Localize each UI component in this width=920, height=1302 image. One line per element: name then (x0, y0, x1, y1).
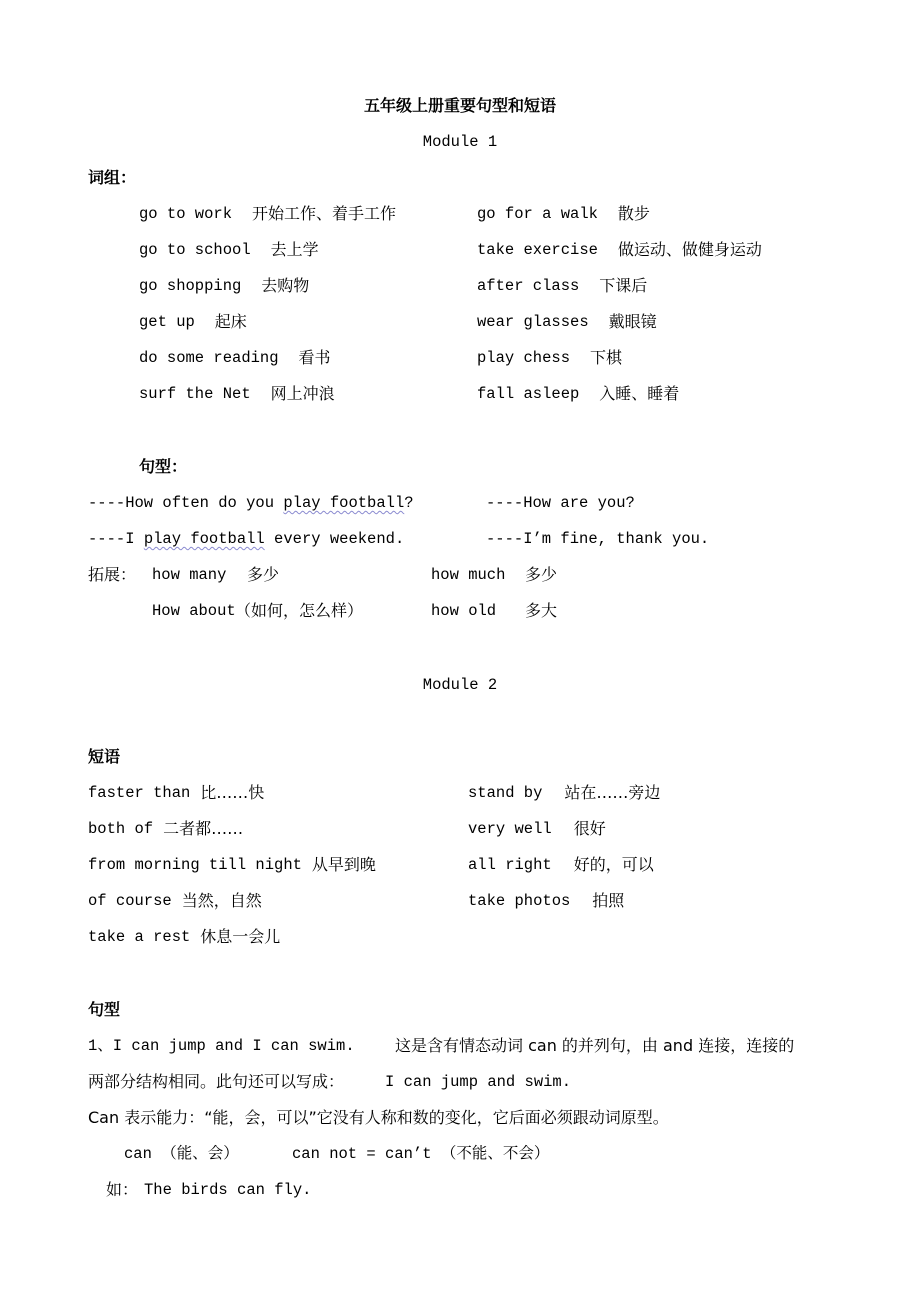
ext-en: how much (431, 566, 506, 584)
phrase-cn: 休息一会儿 (200, 927, 281, 946)
phrase-en: stand by (468, 784, 543, 802)
phrase-cn: 散步 (617, 204, 650, 223)
phrases-label: 短语 (88, 747, 121, 766)
sentence: ----I play football every weekend. (88, 530, 405, 548)
phrase-cn: 去上学 (270, 240, 319, 259)
phrase-en: go to work (139, 205, 233, 223)
phrase-cn: 入睡、睡着 (599, 384, 680, 403)
phrase-en: after class (477, 277, 580, 295)
sentence: ----How are you? (486, 494, 635, 512)
ext-en: How about (152, 602, 236, 620)
doc-title: 五年级上册重要句型和短语 (363, 96, 556, 115)
phrase-cn: 戴眼镜 (608, 312, 657, 331)
phrase-en: go for a walk (477, 205, 598, 223)
sentences-label: 句型 (88, 1000, 121, 1019)
phrase-en: go to school (139, 241, 251, 259)
module1-heading: Module 1 (422, 133, 498, 151)
phrase-cn: 起床 (214, 312, 247, 331)
extension-label: 拓展： (88, 565, 137, 584)
text-line: 两部分结构相同。此句还可以写成： (88, 1072, 345, 1091)
text-line: 这是含有情态动词 can 的并列句，由 and 连接，连接的 (395, 1036, 795, 1055)
phrase-cn: 网上冲浪 (270, 384, 335, 403)
text-line: 1、I can jump and I can swim. (88, 1037, 355, 1055)
phrase-en: very well (468, 820, 552, 838)
ext-en: how many (152, 566, 227, 584)
phrase-cn: 好的，可以 (573, 855, 654, 874)
phrase-cn: 做运动、做健身运动 (617, 240, 762, 259)
phrase-en: get up (139, 313, 195, 331)
phrase-en: faster than (88, 784, 191, 802)
text-line: can not = can’t （不能、不会） (292, 1145, 550, 1163)
sentence: ----How often do you play football? (88, 494, 414, 512)
text-line: The birds can fly. (144, 1181, 312, 1199)
phrase-cn: 当然，自然 (181, 891, 262, 910)
phrase-cn: 比……快 (200, 783, 265, 802)
phrase-en: take a rest (88, 928, 191, 946)
ext-cn: （如何，怎么样） (235, 601, 364, 620)
text-line: can （能、会） (124, 1145, 239, 1163)
phrase-en: go shopping (139, 277, 242, 295)
ext-cn: 多大 (525, 601, 558, 620)
phrase-en: take photos (468, 892, 571, 910)
phrase-en: of course (88, 892, 172, 910)
phrase-en: from morning till night (88, 856, 302, 874)
phrase-cn: 二者都…… (163, 819, 244, 838)
phrase-en: surf the Net (139, 385, 251, 403)
phrase-cn: 站在……旁边 (564, 783, 661, 802)
phrase-en: take exercise (477, 241, 598, 259)
phrase-cn: 开始工作、着手工作 (252, 204, 397, 223)
phrase-en: wear glasses (477, 313, 589, 331)
phrase-cn: 去购物 (261, 276, 310, 295)
text-line: I can jump and swim. (385, 1073, 572, 1091)
phrase-cn: 看书 (298, 348, 331, 367)
phrase-en: fall asleep (477, 385, 580, 403)
phrase-en: do some reading (139, 349, 279, 367)
phrase-en: both of (88, 820, 154, 838)
text-line: Can 表示能力：“能，会，可以”它没有人称和数的变化，它后面必须跟动词原型。 (88, 1108, 669, 1127)
ext-cn: 多少 (525, 565, 558, 584)
phrase-cn: 从早到晚 (311, 855, 376, 874)
ext-en: how old (431, 602, 497, 620)
phrase-en: play chess (477, 349, 571, 367)
sentence: ----I’m fine, thank you. (486, 530, 710, 548)
module2-heading: Module 2 (422, 676, 498, 694)
text-line: 如： (106, 1180, 139, 1199)
phrase-cn: 下课后 (599, 276, 648, 295)
phrase-cn: 拍照 (592, 891, 625, 910)
phrase-en: all right (468, 856, 552, 874)
sentences-label: 句型： (139, 457, 188, 476)
ext-cn: 多少 (247, 565, 280, 584)
phrases-label: 词组： (88, 168, 137, 187)
phrase-cn: 很好 (573, 819, 606, 838)
phrase-cn: 下棋 (590, 348, 623, 367)
